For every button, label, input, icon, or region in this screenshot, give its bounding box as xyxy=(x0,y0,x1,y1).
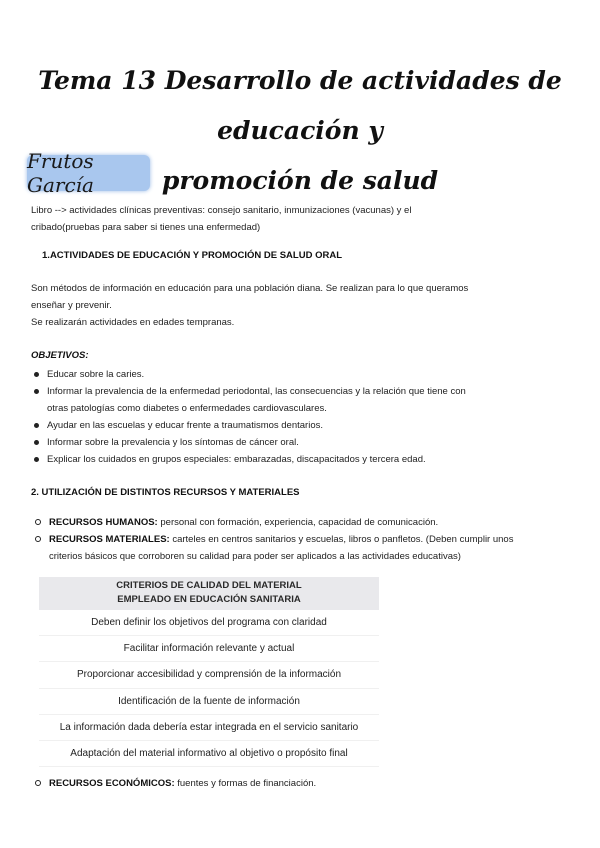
section-1-para-line-1: Son métodos de información en educación para una población diana. Se realizan para lo que queramos xyxy=(31,283,469,294)
bullet-icon xyxy=(34,372,39,377)
table-cell: Adaptación del material informativo al objetivo o propósito final xyxy=(39,740,379,766)
objectives-list xyxy=(31,366,551,468)
table-row xyxy=(39,636,379,662)
resources-list xyxy=(33,514,553,565)
circle-bullet-icon xyxy=(35,519,41,525)
table-row xyxy=(39,688,379,714)
objectives-heading: OBJETIVOS: xyxy=(31,350,89,361)
section-2-heading: 2. UTILIZACIÓN DE DISTINTOS RECURSOS Y MATERIALES xyxy=(31,487,300,498)
table-header: CRITERIOS DE CALIDAD DEL MATERIAL EMPLEADO EN EDUCACIÓN SANITARIA xyxy=(39,577,379,610)
list-item: Ayudar en las escuelas y educar frente a traumatismos dentarios. xyxy=(31,417,551,434)
table-cell: Proporcionar accesibilidad y comprensión de la información xyxy=(39,662,379,688)
bullet-icon xyxy=(34,440,39,445)
section-1-para-line-2: enseñar y prevenir. xyxy=(31,300,112,311)
section-1-heading xyxy=(42,250,342,261)
section-1-paragraph xyxy=(31,280,551,331)
table-cell: Deben definir los objetivos del programa con claridad xyxy=(39,610,379,636)
bullet-icon xyxy=(34,457,39,462)
table-cell: La información dada debería estar integrada en el servicio sanitario xyxy=(39,714,379,740)
table-row xyxy=(39,610,379,636)
list-item: Explicar los cuidados en grupos especiales: embarazadas, discapacitados y tercera edad. xyxy=(31,451,551,468)
intro-line-1: Libro --> actividades clínicas preventivas: consejo sanitario, inmunizaciones (vacunas) y el xyxy=(31,205,412,216)
table-cell: Facilitar información relevante y actual xyxy=(39,636,379,662)
intro-line-2: cribado(pruebas para saber si tienes una enfermedad) xyxy=(31,222,261,233)
list-item: Educar sobre la caries. xyxy=(31,366,551,383)
section-1-title: ACTIVIDADES DE EDUCACIÓN Y PROMOCIÓN DE SALUD ORAL xyxy=(49,250,342,261)
table-row xyxy=(39,714,379,740)
intro-paragraph xyxy=(31,202,471,236)
quality-criteria-table xyxy=(39,577,379,767)
bullet-icon xyxy=(34,423,39,428)
list-item: Informar sobre la prevalencia y los síntomas de cáncer oral. xyxy=(31,434,551,451)
list-item-recursos-humanos: RECURSOS HUMANOS: personal con formación, experiencia, capacidad de comunicación. xyxy=(33,514,553,531)
section-1-number: 1. xyxy=(42,250,50,261)
table-cell: Identificación de la fuente de información xyxy=(39,688,379,714)
circle-bullet-icon xyxy=(35,536,41,542)
table-row xyxy=(39,662,379,688)
page-title-line-1: Tema 13 Desarrollo de actividades de educación y xyxy=(38,66,562,145)
resources-list-economic xyxy=(33,775,553,792)
section-1-para-line-3: Se realizarán actividades en edades tempranas. xyxy=(31,317,235,328)
author-badge: Frutos García xyxy=(27,155,150,191)
circle-bullet-icon xyxy=(35,780,41,786)
list-item-recursos-economicos: RECURSOS ECONÓMICOS: fuentes y formas de financiación. xyxy=(33,775,553,792)
list-item-recursos-materiales: RECURSOS MATERIALES: carteles en centros sanitarios y escuelas, libros o panfletos. (Deben cumplir unos criterios básicos que corroboren su calidad para poder ser aplicados a las actividades educativas) xyxy=(33,531,553,565)
bullet-icon xyxy=(34,389,39,394)
page-title-line-2: promoción de salud xyxy=(161,166,439,195)
list-item: Informar la prevalencia de la enfermedad periodontal, las consecuencias y la relación que tiene con otras patologías como diabetes o enfermedades cardiovasculares. xyxy=(31,383,551,417)
table-row xyxy=(39,740,379,766)
